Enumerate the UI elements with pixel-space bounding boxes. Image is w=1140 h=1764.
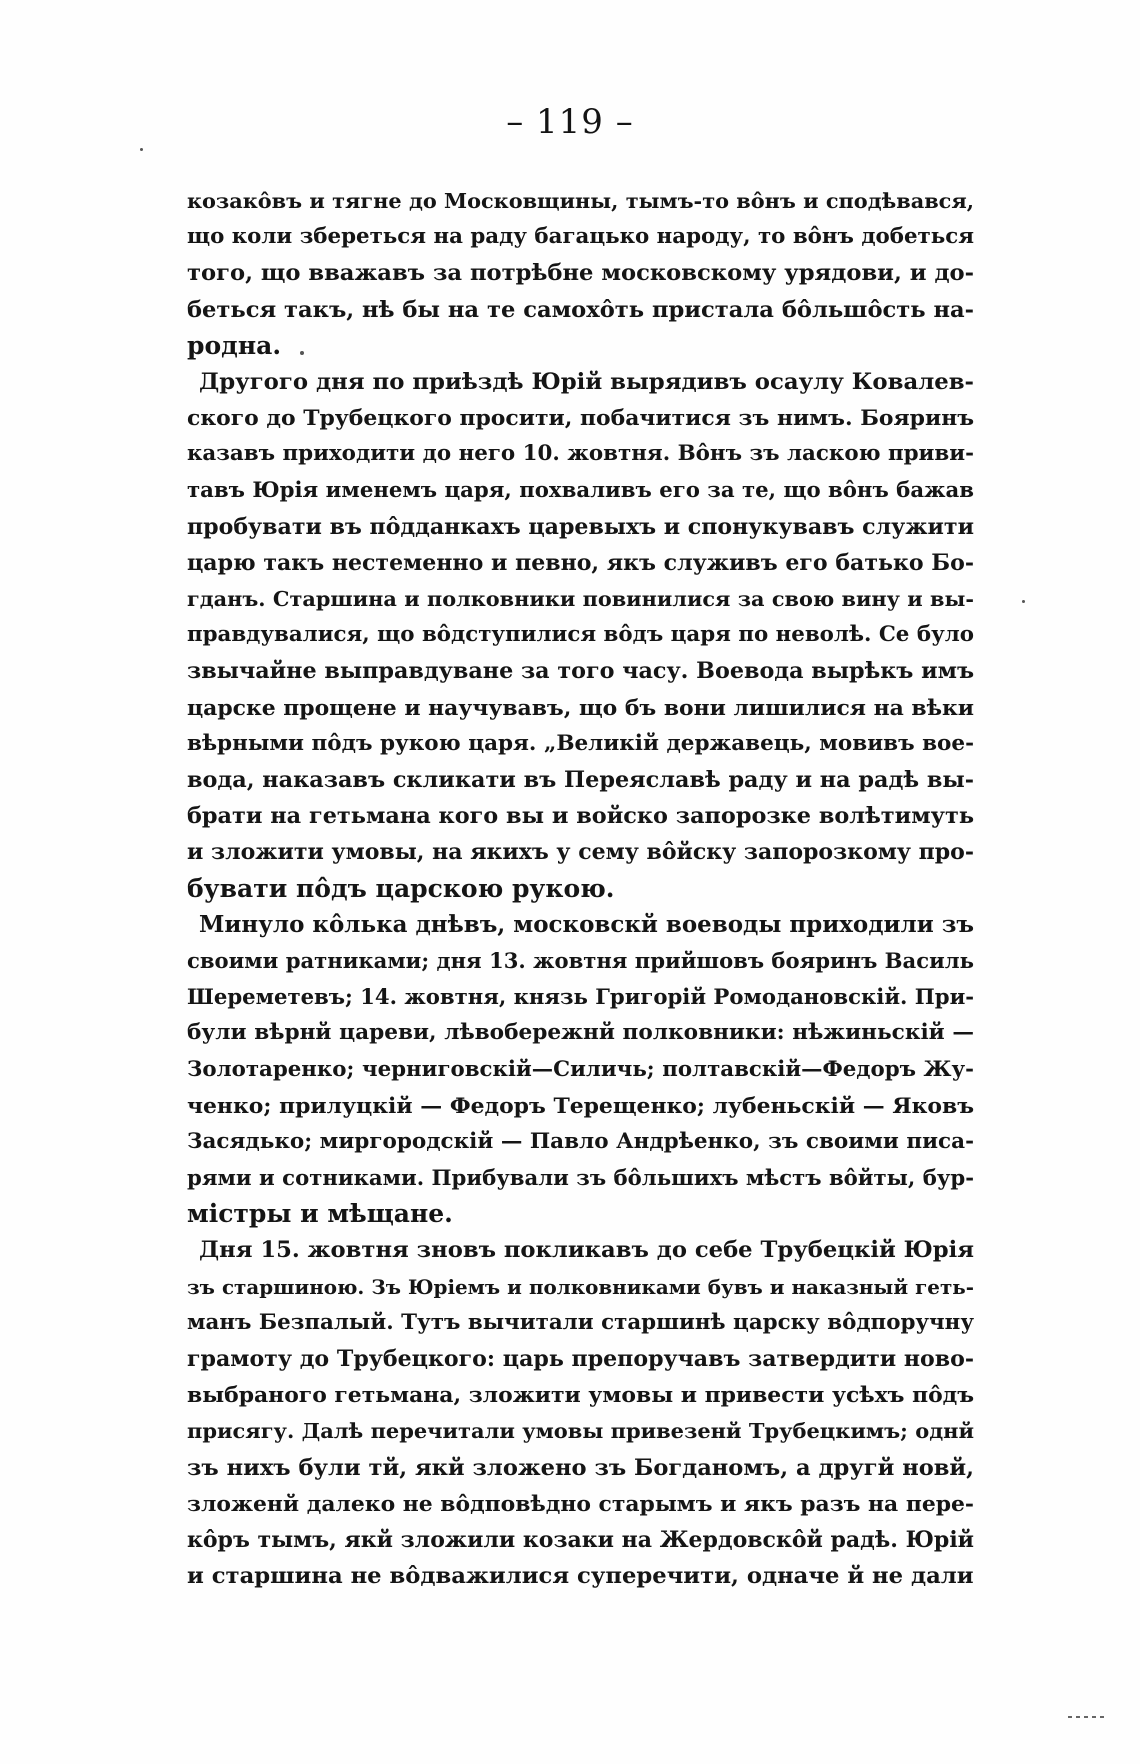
- text-line: казавъ приходити до него 10. жовтня. Вôнъ зъ ласкою приви-: [187, 441, 974, 467]
- text-line: и старшина не вôдважилися суперечити, одначе й не дали: [187, 1563, 974, 1590]
- folio-dash-left: –: [506, 102, 537, 142]
- paragraph: [187, 183, 974, 364]
- text-line: що коли збереться на раду багацько народу, то вôнъ добеться: [187, 224, 974, 250]
- print-speck: [300, 351, 304, 355]
- page-number-value: 119: [536, 102, 604, 142]
- text-line: Дня 15. жовтня зновъ покликавъ до себе Трубецкій Юрія: [199, 1237, 974, 1264]
- text-line: царю такъ нестеменно и певно, якъ служивъ его батько Бо-: [187, 549, 974, 576]
- text-line: манъ Безпалый. Тутъ вычитали старшинѣ царску вôдпоручну: [187, 1309, 974, 1335]
- text-line: и зложити умовы, на якихъ у сему вôйску запорозкому про-: [187, 839, 974, 866]
- text-line: Золотаренко; черниговскій—Силичь; полтавскій—Федоръ Жу-: [187, 1056, 974, 1082]
- text-line: правдувалися, що вôдступилися вôдъ царя по неволѣ. Се було: [187, 622, 974, 648]
- folio-dash-right: –: [603, 102, 634, 142]
- text-line: вода, наказавъ скликати въ Переяславѣ раду и на радѣ вы-: [187, 767, 974, 793]
- page-number: [0, 102, 1140, 142]
- text-line: грамоту до Трубецкого: царь препоручавъ затвердити ново-: [187, 1346, 974, 1372]
- paragraph: [187, 907, 974, 1233]
- text-line: вѣрными пôдъ рукою царя. „Великій державець, мовивъ вое-: [187, 730, 974, 756]
- paragraph: [187, 364, 974, 907]
- text-line: беться такъ, нѣ бы на те самохôть пристала бôльшôсть на-: [187, 296, 974, 323]
- text-line: своими ратниками; дня 13. жовтня прийшовъ бояринъ Василь: [187, 947, 974, 973]
- text-line: Засядько; миргородскій — Павло Андрѣенко, зъ своими писа-: [187, 1128, 974, 1154]
- text-line: выбраного гетьмана, зложити умовы и привести усѣхъ пôдъ: [187, 1382, 974, 1409]
- text-line: присягу. Далѣ перечитали умовы привезенй Трубецкимъ; однй: [187, 1418, 974, 1444]
- text-line: зъ старшиною. Зъ Юріемъ и полковниками бувъ и наказный геть-: [187, 1274, 974, 1299]
- text-line: містры и мѣщане.: [187, 1199, 453, 1229]
- text-line: рями и сотниками. Прибували зъ бôльшихъ мѣстъ вôйты, бур-: [187, 1165, 974, 1191]
- text-line: Минуло кôлька днѣвъ, московскй воеводы приходили зъ: [199, 910, 974, 938]
- body-text: [187, 183, 974, 1594]
- text-line: бувати пôдъ царскою рукою.: [187, 873, 615, 903]
- text-line: пробувати въ пôдданкахъ царевыхъ и спонукувавъ служити: [187, 513, 974, 540]
- text-line: кôръ тымъ, якй зложили козаки на Жердовскôй радѣ. Юрій: [187, 1526, 974, 1553]
- text-line: Шереметевъ; 14. жовтня, князь Григорій Ромодановскій. При-: [187, 984, 974, 1010]
- text-line: ского до Трубецкого просити, побачитися зъ нимъ. Бояринъ: [187, 405, 974, 432]
- text-line: звычайне выправдуване за того часу. Воевода вырѣкъ имъ: [187, 658, 974, 685]
- print-speck: [140, 148, 143, 151]
- text-line: були вѣрнй цареви, лѣвобережнй полковники: нѣжиньскій —: [187, 1020, 974, 1046]
- text-line: зложенй далеко не вôдповѣдно старымъ и якъ разъ на пере-: [187, 1490, 974, 1517]
- text-line: гданъ. Старшина и полковники повинилися за свою вину и вы-: [187, 586, 974, 612]
- print-speck: [1022, 600, 1025, 603]
- paragraph: [187, 1232, 974, 1594]
- text-line: тавъ Юрія именемъ царя, похваливъ его за те, що вôнъ бажав: [187, 477, 974, 503]
- text-line: царске прощене и научувавъ, що бъ вони лишилися на вѣки: [187, 694, 974, 721]
- text-line: козакôвъ и тягне до Московщины, тымъ-то вôнъ и сподѣвався,: [187, 188, 974, 213]
- text-line: брати на гетьмана кого вы и войско запорозке волѣтимуть: [187, 803, 974, 830]
- text-line: Другого дня по приѣздѣ Юрій вырядивъ осаулу Ковалев-: [199, 368, 974, 395]
- text-line: ченко; прилуцкій — Федоръ Терещенко; лубеньскій — Яковъ: [187, 1092, 974, 1119]
- text-line: родна.: [187, 330, 282, 360]
- text-line: того, що вважавъ за потрѣбне московскому урядови, и до-: [187, 260, 974, 287]
- text-line: зъ нихъ були тй, якй зложено зъ Богданомъ, а другй новй,: [187, 1454, 974, 1481]
- page-edge-mark: [1068, 1716, 1108, 1718]
